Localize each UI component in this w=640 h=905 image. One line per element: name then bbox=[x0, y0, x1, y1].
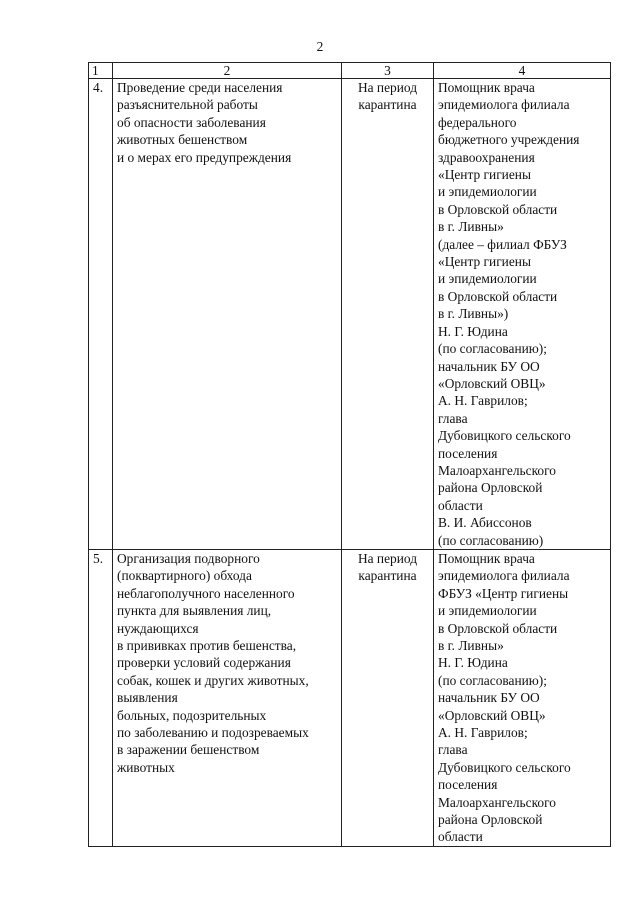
table-row bbox=[89, 79, 611, 550]
text-line: Н. Г. Юдина bbox=[438, 655, 508, 671]
text-line: разъяснительной работы bbox=[117, 97, 258, 113]
text-line: глава bbox=[438, 410, 468, 426]
page-number: 2 bbox=[316, 39, 324, 54]
text-line: больных, подозрительных bbox=[117, 707, 267, 723]
text-line: неблагополучного населенного bbox=[117, 585, 295, 601]
text-line: в Орловской области bbox=[438, 288, 558, 304]
text-line: в Орловской области bbox=[438, 620, 558, 636]
text-line: Малоархангельского bbox=[438, 462, 556, 478]
table-header-row bbox=[89, 63, 611, 79]
text-line: эпидемиолога филиала bbox=[438, 568, 570, 584]
text-line: области bbox=[438, 497, 483, 513]
text-line: Малоархангельского bbox=[438, 794, 556, 810]
text-line: выявления bbox=[117, 690, 178, 706]
text-line: эпидемиолога филиала bbox=[438, 97, 570, 113]
header-col-3: 3 bbox=[342, 63, 434, 79]
text-line: бюджетного учреждения bbox=[438, 132, 580, 148]
text-line: здравоохранения bbox=[438, 149, 535, 165]
text-line: и эпидемиологии bbox=[438, 271, 537, 287]
text-line: поселения bbox=[438, 777, 498, 793]
text-line: Помощник врача bbox=[438, 80, 535, 95]
text-line: «Орловский ОВЦ» bbox=[438, 375, 546, 391]
text-line: об опасности заболевания bbox=[117, 114, 266, 130]
text-line: (по согласованию); bbox=[438, 341, 547, 357]
row-number: 5. bbox=[89, 549, 113, 846]
text-line: карантина bbox=[358, 97, 417, 113]
text-line: ФБУЗ «Центр гигиены bbox=[438, 585, 569, 601]
text-line: и эпидемиологии bbox=[438, 603, 537, 619]
text-line: района Орловской bbox=[438, 812, 543, 828]
text-line: Организация подворного bbox=[117, 550, 260, 566]
text-line: На период bbox=[357, 80, 418, 95]
period-cell bbox=[342, 549, 434, 846]
text-line: Помощник врача bbox=[438, 550, 535, 566]
text-line: В. И. Абиссонов bbox=[438, 515, 532, 531]
text-line: по заболеванию и подозреваемых bbox=[117, 725, 309, 741]
text-line: в г. Ливны» bbox=[438, 219, 504, 235]
responsible-cell bbox=[434, 549, 611, 846]
text-line: На период bbox=[357, 550, 418, 566]
text-line: животных bbox=[117, 759, 175, 775]
text-line: А. Н. Гаврилов; bbox=[438, 725, 528, 741]
text-line: «Центр гигиены bbox=[438, 167, 531, 183]
text-line: в заражении бешенством bbox=[117, 742, 260, 758]
responsible-cell bbox=[434, 79, 611, 550]
text-line: собак, кошек и других животных, bbox=[117, 672, 309, 688]
text-line: и о мерах его предупреждения bbox=[117, 149, 292, 165]
period-cell bbox=[342, 79, 434, 550]
text-line: А. Н. Гаврилов; bbox=[438, 393, 528, 409]
row-number: 4. bbox=[89, 79, 113, 550]
text-line: поселения bbox=[438, 445, 498, 461]
text-line: в Орловской области bbox=[438, 201, 558, 217]
text-line: Н. Г. Юдина bbox=[438, 323, 508, 339]
text-line: пункта для выявления лиц, bbox=[117, 603, 272, 619]
text-line: Дубовицкого сельского bbox=[438, 428, 571, 444]
text-line: области bbox=[438, 829, 483, 845]
text-line: в прививках против бешенства, bbox=[117, 638, 297, 653]
text-line: в г. Ливны» bbox=[438, 638, 504, 653]
text-line: начальник БУ ОО bbox=[438, 690, 540, 706]
text-line: в г. Ливны») bbox=[438, 306, 509, 322]
text-line: «Центр гигиены bbox=[438, 254, 531, 270]
text-line: «Орловский ОВЦ» bbox=[438, 707, 546, 723]
text-line: нуждающихся bbox=[117, 620, 199, 636]
event-description bbox=[113, 79, 342, 550]
text-line: (по согласованию); bbox=[438, 672, 547, 688]
text-line: (поквартирного) обхода bbox=[117, 568, 252, 584]
event-description bbox=[113, 549, 342, 846]
text-line: животных бешенством bbox=[117, 132, 248, 148]
text-line: района Орловской bbox=[438, 480, 543, 496]
table-row bbox=[89, 549, 611, 846]
text-line: карантина bbox=[358, 568, 417, 584]
text-line: (по согласованию) bbox=[438, 532, 544, 548]
header-col-1: 1 bbox=[89, 63, 113, 79]
text-line: начальник БУ ОО bbox=[438, 358, 540, 374]
header-col-2: 2 bbox=[113, 63, 342, 79]
text-line: федерального bbox=[438, 114, 517, 130]
text-line: глава bbox=[438, 742, 468, 758]
text-line: и эпидемиологии bbox=[438, 184, 537, 200]
text-line: проверки условий содержания bbox=[117, 655, 291, 671]
text-line: Проведение среди населения bbox=[117, 80, 283, 95]
header-col-4: 4 bbox=[434, 63, 611, 79]
measures-table bbox=[88, 62, 611, 847]
text-line: Дубовицкого сельского bbox=[438, 759, 571, 775]
text-line: (далее – филиал ФБУЗ bbox=[438, 236, 567, 252]
